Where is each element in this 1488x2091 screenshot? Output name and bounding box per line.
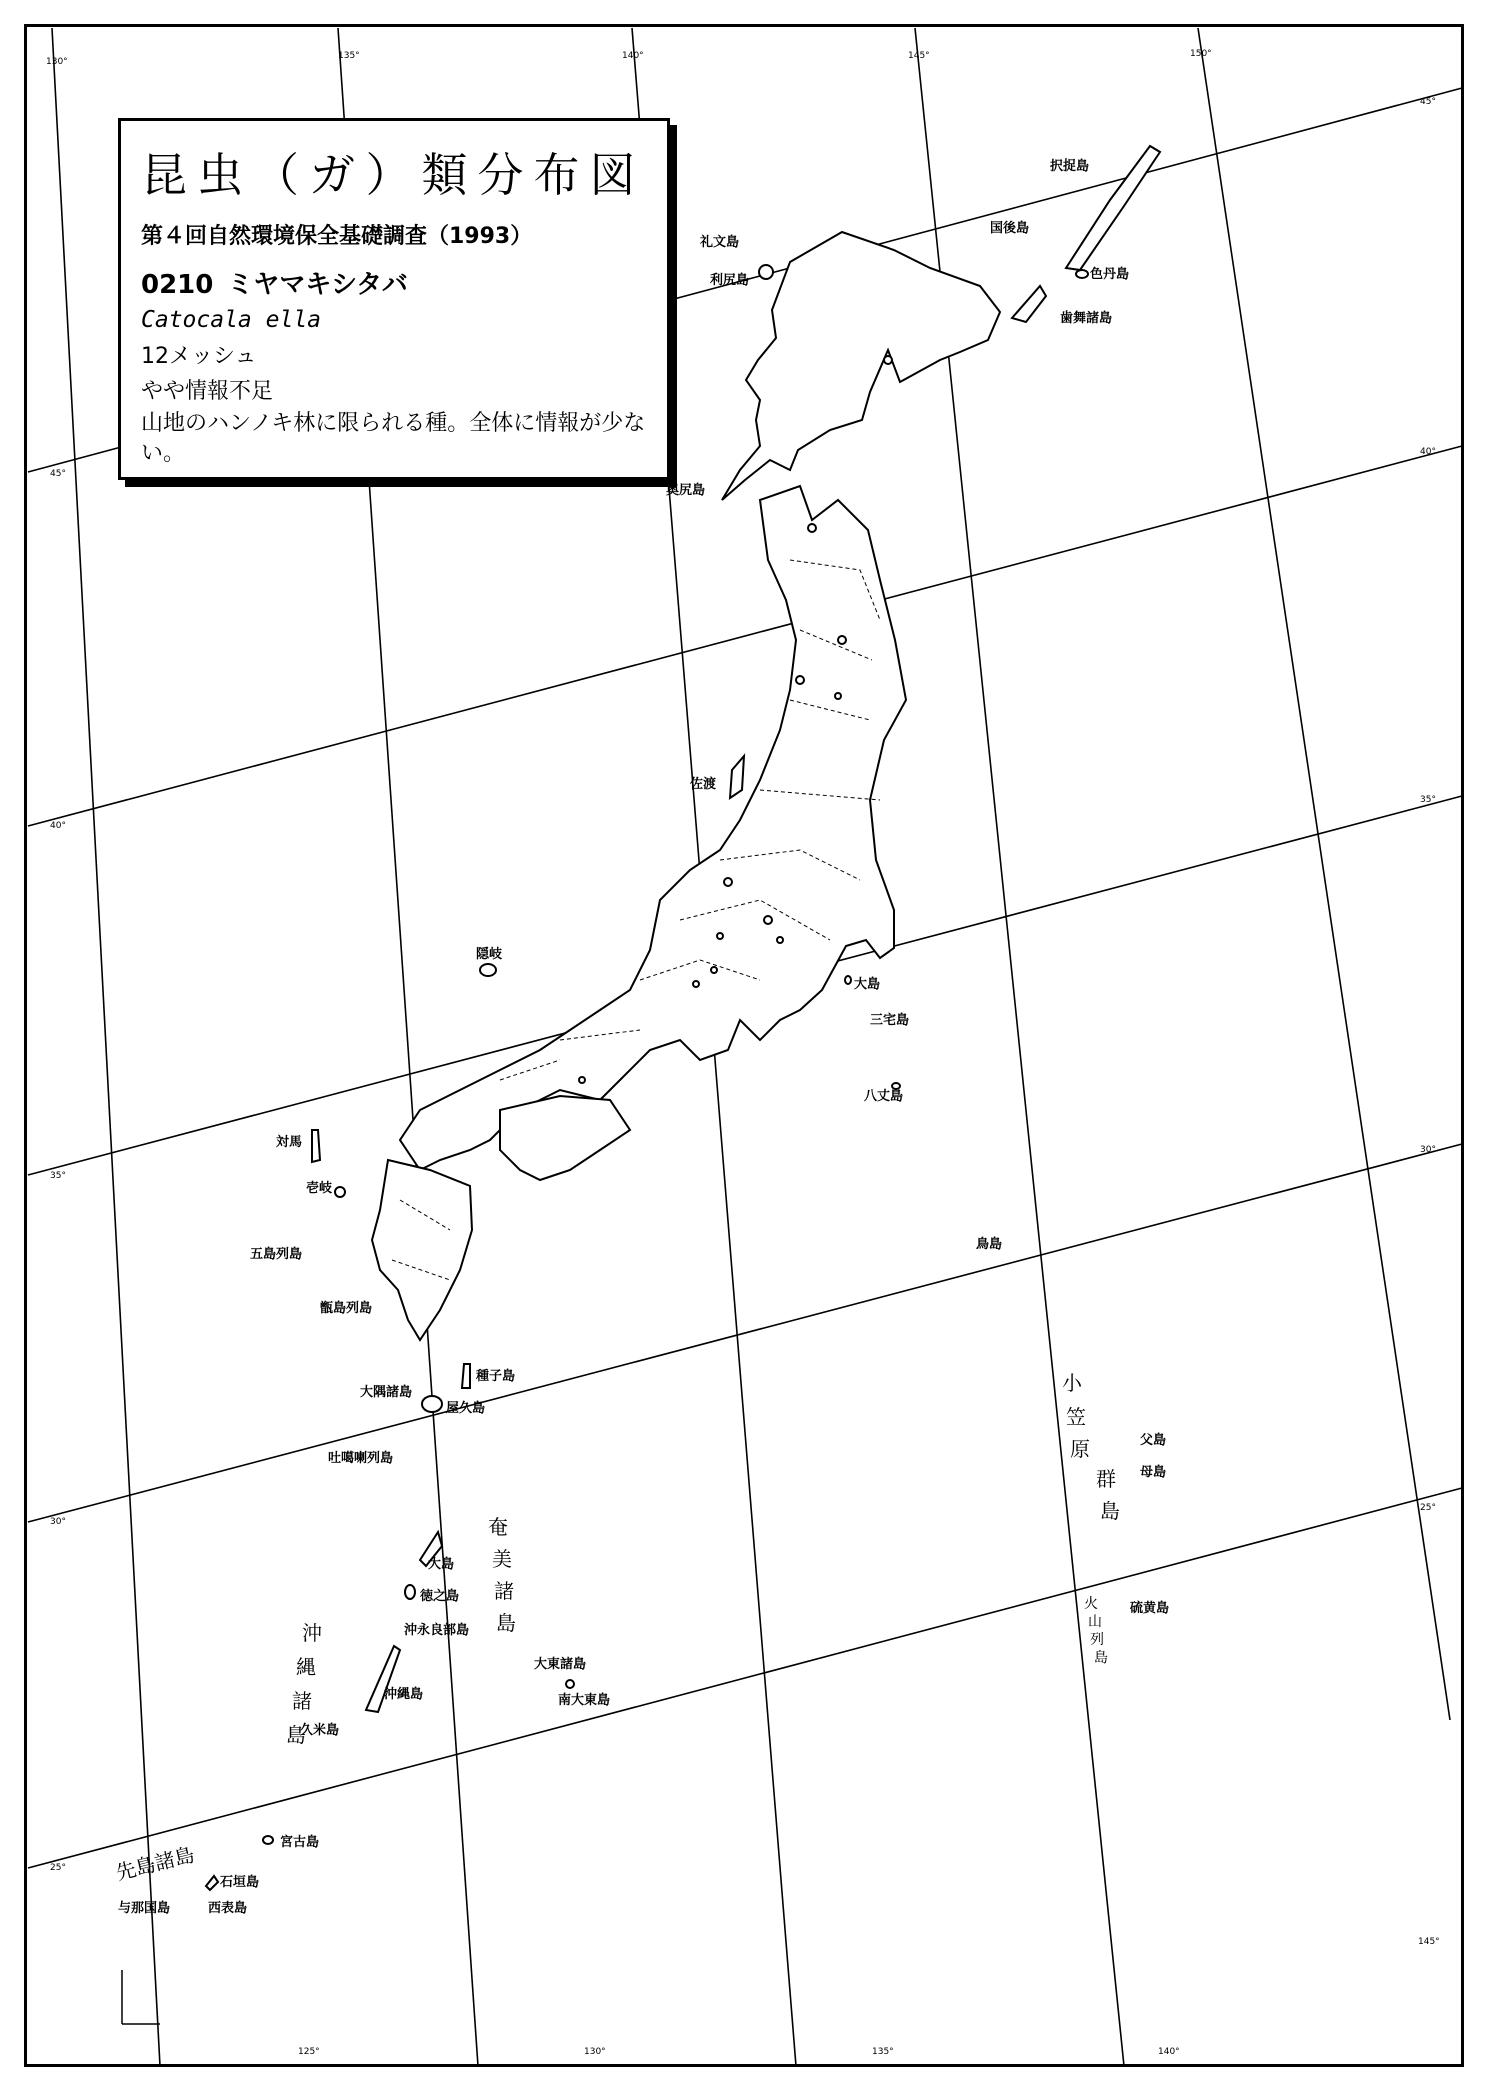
lat-label: 35°: [50, 1171, 66, 1181]
occurrence-marker: [777, 937, 783, 943]
occurrence-marker: [579, 1077, 585, 1083]
species-code: 0210: [141, 270, 214, 300]
tsushima-island: [312, 1130, 320, 1162]
occurrence-marker: [796, 676, 804, 684]
ogasawara-label: [1062, 1371, 1120, 1523]
survey-label: 第４回自然環境保全基礎調査（1993）: [141, 224, 533, 249]
place-label: 与那国島: [118, 1901, 171, 1916]
vertical-char: 群: [1096, 1467, 1116, 1491]
vertical-char: 美: [492, 1547, 512, 1571]
lat-label: 30°: [1420, 1145, 1436, 1155]
lon-label: 150°: [1190, 49, 1212, 59]
kazan-label: [1084, 1596, 1108, 1666]
rishiri-island: [759, 265, 773, 279]
lat-label: 35°: [1420, 795, 1436, 805]
amami-label: [488, 1515, 516, 1635]
place-label: 宮古島: [280, 1835, 320, 1850]
occurrence-marker: [724, 878, 732, 886]
vertical-char: 島: [496, 1611, 516, 1635]
tanegashima-island: [462, 1364, 470, 1388]
place-label: 礼文島: [700, 235, 740, 250]
lon-label: 130°: [584, 2047, 606, 2057]
okinawa-island: [366, 1646, 400, 1712]
place-label: 択捉島: [1050, 159, 1090, 174]
place-label: 歯舞諸島: [1060, 311, 1113, 326]
kunashiri-island: [1012, 286, 1046, 322]
oki-island: [480, 964, 496, 976]
legend-box: [118, 118, 670, 480]
species-heading: [141, 264, 651, 301]
occurrence-marker: [835, 693, 841, 699]
kyushu-landmass: [372, 1160, 472, 1340]
lat-label: 25°: [50, 1863, 66, 1873]
place-label: 色丹島: [1090, 267, 1130, 282]
lon-label: 140°: [1158, 2047, 1180, 2057]
sado-island: [730, 756, 744, 798]
lon-label: 135°: [872, 2047, 894, 2057]
sakishima-label: 先島諸島: [113, 1842, 197, 1885]
vertical-char: 縄: [296, 1655, 316, 1679]
ishigaki-island: [206, 1876, 218, 1890]
place-label: 甑島列島: [320, 1301, 373, 1316]
vertical-char: 笠: [1066, 1405, 1086, 1429]
izu-oshima-island: [845, 976, 851, 984]
vertical-char: 列: [1090, 1632, 1104, 1648]
place-label: 種子島: [476, 1369, 516, 1384]
vertical-char: 原: [1070, 1437, 1090, 1461]
lon-label: 135°: [338, 51, 360, 61]
vertical-char: 山: [1088, 1614, 1102, 1630]
place-label: 沖永良部島: [404, 1623, 470, 1638]
vertical-char: 島: [1094, 1650, 1108, 1666]
place-label: 大島: [854, 977, 881, 992]
place-label: 利尻島: [710, 273, 750, 288]
occurrence-marker: [764, 916, 772, 924]
place-label: 南大東島: [558, 1693, 611, 1708]
lat-label: 40°: [1420, 447, 1436, 457]
honshu-landmass: [400, 486, 906, 1170]
shikoku-landmass: [500, 1096, 630, 1180]
species-note: 山地のハンノキ林に限られる種。全体に情報が少ない。: [141, 411, 646, 466]
vertical-char: 奄: [488, 1515, 508, 1539]
yakushima-island: [422, 1396, 442, 1412]
occurrence-marker: [711, 967, 717, 973]
place-label: 西表島: [208, 1901, 248, 1916]
lon-label: 145°: [908, 51, 930, 61]
lon-label: 140°: [622, 51, 644, 61]
vertical-char: 諸: [494, 1579, 514, 1603]
place-label: 大隅諸島: [360, 1385, 413, 1400]
place-label: 鳥島: [976, 1237, 1003, 1252]
place-label: 佐渡: [690, 777, 717, 792]
place-label: 沖縄島: [384, 1687, 424, 1702]
lat-label: 25°: [1420, 1503, 1436, 1513]
scientific-name: Catocala ella: [141, 307, 322, 333]
occurrence-marker: [884, 356, 892, 364]
place-label: 五島列島: [250, 1247, 303, 1262]
place-label: 対馬: [276, 1135, 303, 1150]
vertical-char: 島: [1100, 1499, 1120, 1523]
place-label: 吐噶喇列島: [328, 1451, 394, 1466]
place-label: 徳之島: [420, 1589, 460, 1604]
vertical-char: 島: [286, 1723, 306, 1747]
place-label: 壱岐: [306, 1181, 333, 1196]
lon-label: 130°: [46, 57, 68, 67]
tokunoshima-island: [405, 1585, 415, 1599]
lat-label: 45°: [1420, 97, 1436, 107]
occurrence-marker: [693, 981, 699, 987]
occurrence-marker: [838, 636, 846, 644]
place-label: 久米島: [300, 1723, 340, 1738]
vertical-char: 小: [1062, 1371, 1082, 1395]
map-title: 昆虫（ガ）類分布図: [141, 148, 646, 202]
place-label: 大東諸島: [534, 1657, 587, 1672]
species-name: ミヤマキシタバ: [227, 270, 408, 300]
scale-mark: [122, 1970, 160, 2024]
lat-label: 45°: [50, 469, 66, 479]
place-label: 国後島: [990, 221, 1030, 236]
vertical-char: 諸: [292, 1689, 312, 1713]
place-label: 硫黄島: [1130, 1601, 1170, 1616]
lon-label: 145°: [1418, 1937, 1440, 1947]
miyako-island: [263, 1836, 273, 1844]
place-label: 隠岐: [476, 947, 503, 962]
place-label: 母島: [1140, 1465, 1167, 1480]
info-status: やや情報不足: [141, 379, 274, 404]
minamidaito-island: [566, 1680, 574, 1688]
iki-island: [335, 1187, 345, 1197]
lat-label: 40°: [50, 821, 66, 831]
place-label: 父島: [1140, 1433, 1167, 1448]
place-label: 石垣島: [220, 1875, 260, 1890]
place-label: 大島: [428, 1557, 455, 1572]
place-label: 屋久島: [446, 1401, 486, 1416]
shikotan-island: [1076, 270, 1088, 278]
lon-label: 125°: [298, 2047, 320, 2057]
vertical-char: 火: [1084, 1596, 1098, 1612]
place-label: 奥尻島: [666, 483, 706, 498]
occurrence-marker: [717, 933, 723, 939]
place-label: 八丈島: [864, 1089, 904, 1104]
lat-label: 30°: [50, 1517, 66, 1527]
vertical-char: 沖: [302, 1621, 322, 1645]
place-label: 三宅島: [870, 1013, 910, 1028]
mesh-count: 12メッシュ: [141, 344, 257, 369]
occurrence-marker: [808, 524, 816, 532]
